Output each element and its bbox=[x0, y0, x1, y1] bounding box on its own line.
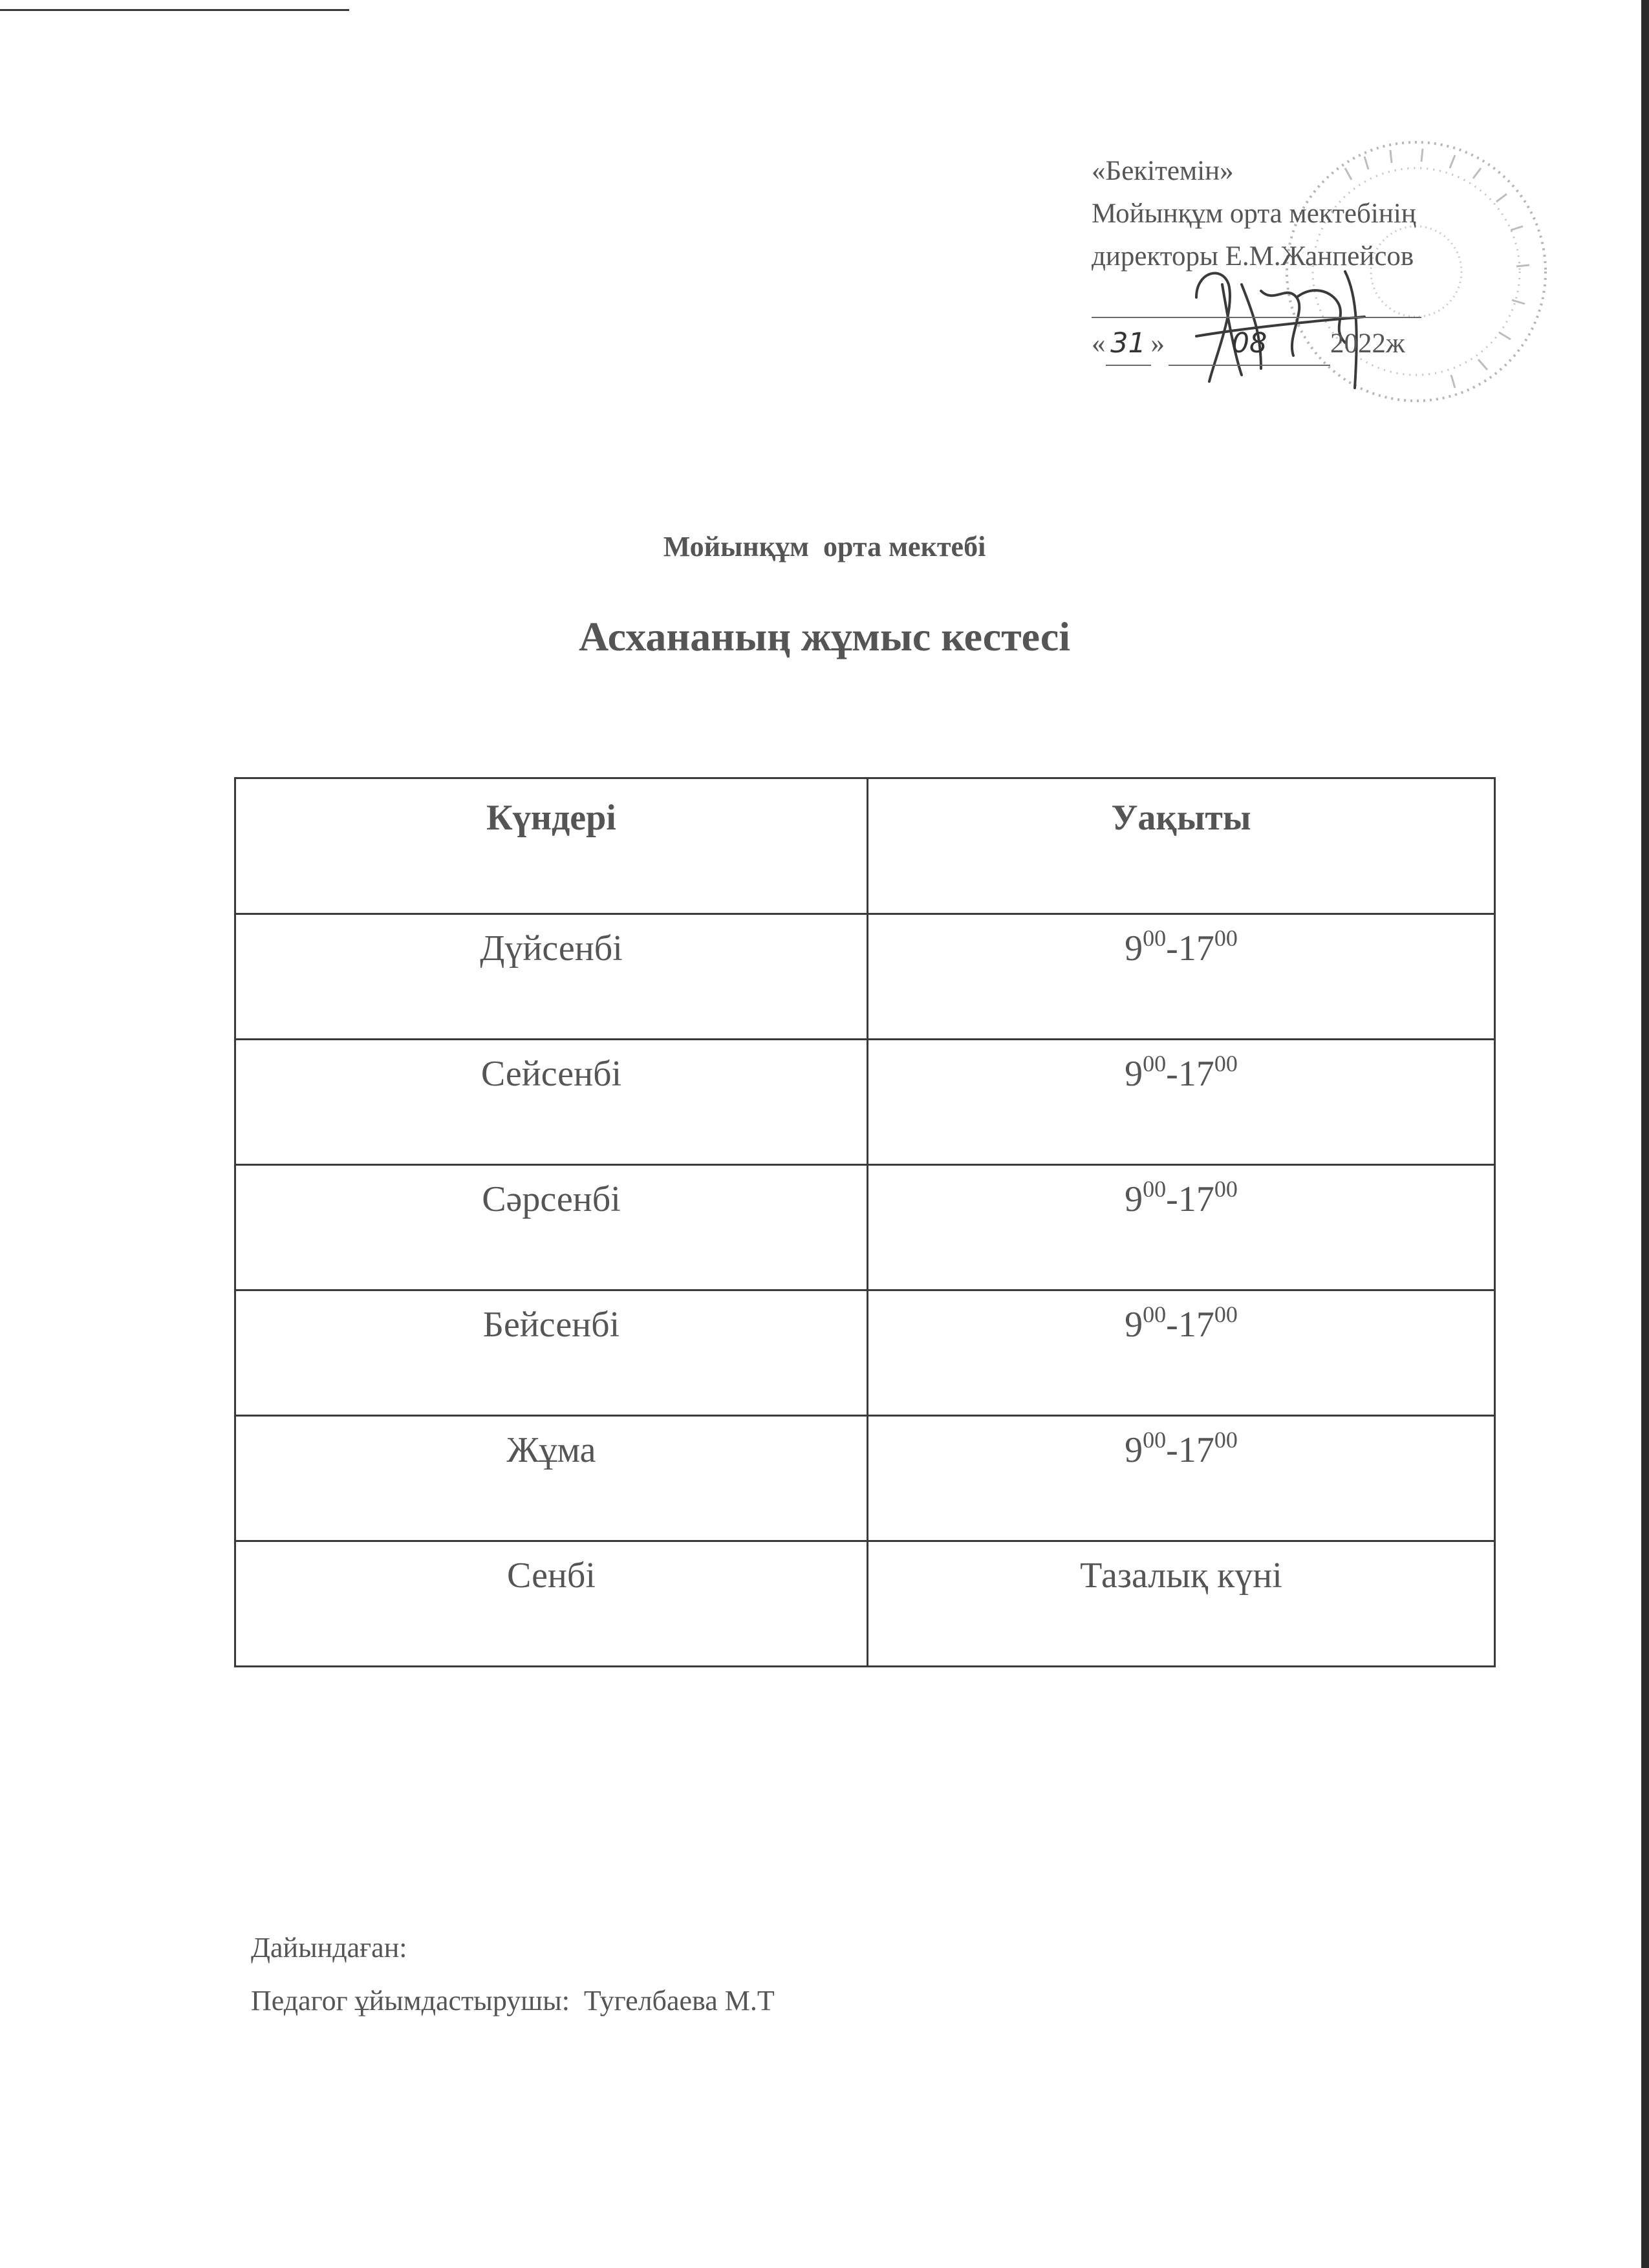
time-start-minutes: 00 bbox=[1143, 1176, 1167, 1202]
time-start-minutes: 00 bbox=[1143, 1427, 1167, 1453]
table-header-row bbox=[235, 778, 1495, 914]
day-cell: Сенбі bbox=[235, 1541, 868, 1667]
time-end-minutes: 00 bbox=[1214, 1427, 1238, 1453]
prepared-by-block bbox=[251, 1921, 775, 2027]
day-cell: Сейсенбі bbox=[235, 1040, 868, 1165]
time-end-minutes: 00 bbox=[1214, 925, 1238, 951]
time-cell bbox=[868, 1040, 1495, 1165]
time-end-minutes: 00 bbox=[1214, 1301, 1238, 1327]
day-cell: Дүйсенбі bbox=[235, 914, 868, 1040]
day-cell: Бейсенбі bbox=[235, 1290, 868, 1416]
time-end-hour: 17 bbox=[1178, 928, 1214, 968]
time-start-hour: 9 bbox=[1125, 928, 1143, 968]
time-end-minutes: 00 bbox=[1214, 1051, 1238, 1076]
table-row bbox=[235, 1416, 1495, 1541]
prepared-by-author: Педагог ұйымдастырушы: Тугелбаева М.Т bbox=[251, 1985, 775, 2017]
time-start-hour: 9 bbox=[1125, 1430, 1143, 1470]
time-start-minutes: 00 bbox=[1143, 1301, 1167, 1327]
page-title: Асхананың жұмыс кестесі bbox=[579, 614, 1070, 659]
schedule-table bbox=[234, 777, 1496, 1667]
time-separator: - bbox=[1166, 1054, 1178, 1094]
scan-artifact-line bbox=[0, 9, 349, 11]
time-end-minutes: 00 bbox=[1214, 1176, 1238, 1202]
approval-block bbox=[1092, 150, 1493, 366]
time-separator: - bbox=[1166, 1179, 1178, 1219]
time-separator: - bbox=[1166, 928, 1178, 968]
date-close-quote: » bbox=[1150, 328, 1165, 359]
table-row bbox=[235, 1040, 1495, 1165]
time-start-minutes: 00 bbox=[1143, 1051, 1167, 1076]
time-cell bbox=[868, 1290, 1495, 1416]
school-name: Мойынқұм орта мектебі bbox=[663, 531, 986, 562]
time-start-minutes: 00 bbox=[1143, 925, 1167, 951]
time-separator: - bbox=[1166, 1305, 1178, 1345]
time-end-hour: 17 bbox=[1178, 1430, 1214, 1470]
table-row bbox=[235, 1165, 1495, 1290]
approval-line-director: директоры Е.М.Жанпейсов bbox=[1092, 241, 1414, 272]
time-start-hour: 9 bbox=[1125, 1305, 1143, 1345]
time-cell bbox=[868, 1416, 1495, 1541]
day-cell: Жұма bbox=[235, 1416, 868, 1541]
date-open-quote: « bbox=[1092, 328, 1106, 359]
approval-line-school: Мойынқұм орта мектебінің bbox=[1092, 198, 1416, 229]
scan-edge-shadow bbox=[1641, 0, 1649, 2268]
prepared-by-label: Дайындаған: bbox=[251, 1932, 407, 1963]
time-end-hour: 17 bbox=[1178, 1305, 1214, 1345]
approval-title: «Бекітемін» bbox=[1092, 156, 1234, 186]
time-separator: - bbox=[1166, 1430, 1178, 1470]
table-row bbox=[235, 1290, 1495, 1416]
table-row bbox=[235, 1541, 1495, 1667]
table-row bbox=[235, 914, 1495, 1040]
time-end-hour: 17 bbox=[1178, 1179, 1214, 1219]
time-cell bbox=[868, 914, 1495, 1040]
time-end-hour: 17 bbox=[1178, 1054, 1214, 1094]
date-year: 2022ж bbox=[1330, 328, 1405, 359]
column-header-time: Уақыты bbox=[868, 778, 1495, 914]
time-start-hour: 9 bbox=[1125, 1054, 1143, 1094]
time-cell: Тазалық күні bbox=[868, 1541, 1495, 1667]
column-header-days: Күндері bbox=[235, 778, 868, 914]
signature-line bbox=[1092, 278, 1421, 318]
time-start-hour: 9 bbox=[1125, 1179, 1143, 1219]
date-month: 08 bbox=[1169, 322, 1330, 366]
time-cell bbox=[868, 1165, 1495, 1290]
approval-date bbox=[1092, 322, 1493, 366]
day-cell: Сәрсенбі bbox=[235, 1165, 868, 1290]
date-day: 31 bbox=[1106, 322, 1151, 366]
